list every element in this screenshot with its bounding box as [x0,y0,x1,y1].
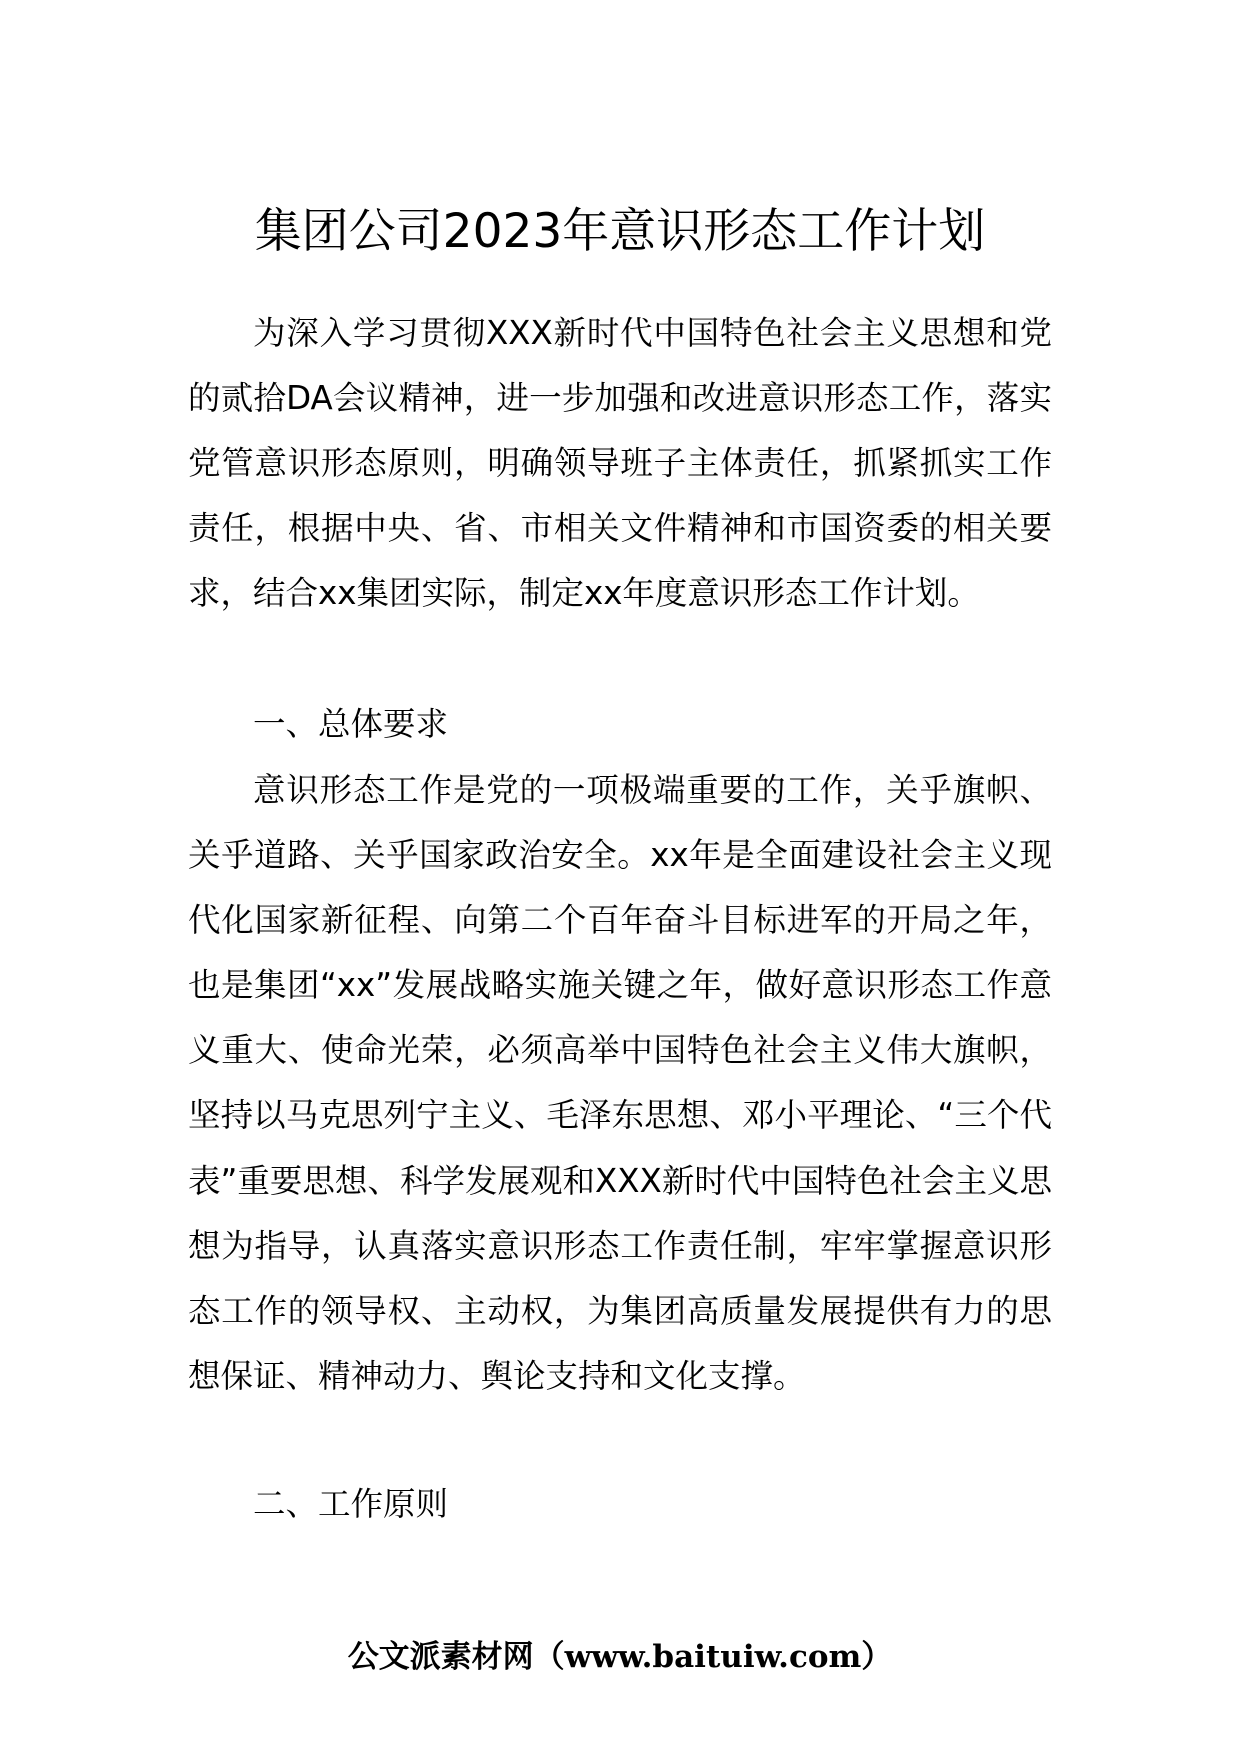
intro-paragraph: 为深入学习贯彻XXX新时代中国特色社会主义思想和党的贰拾DA会议精神，进一步加强和改进意识形态工作，落实党管意识形态原则，明确领导班子主体责任，抓紧抓实工作责任，根据中央、省、市相关文件精神和市国资委的相关要求，结合xx集团实际，制定xx年度意识形态工作计划。 [188,314,1052,613]
document-title: 集团公司2023年意识形态工作计划 [254,204,986,259]
general-requirements-paragraph: 意识形态工作是党的一项极端重要的工作，关乎旗帜、关乎道路、关乎国家政治安全。xx年是全面建设社会主义现代化国家新征程、向第二个百年奋斗目标进军的开局之年，也是集团“xx”发展战略实施关键之年，做好意识形态工作意义重大、使命光荣，必须高举中国特色社会主义伟大旗帜，坚持以马克思列宁主义、毛泽东思想、邓小平理论、“三个代表”重要思想、科学发展观和XXX新时代中国特色社会主义思想为指导，认真落实意识形态工作责任制，牢牢掌握意识形态工作的领导权、主动权，为集团高质量发展提供有力的思想保证、精神动力、舆论支持和文化支撑。 [188,771,1052,1395]
section-heading-work-principles: 二、工作原则 [253,1485,449,1523]
section-heading-general-requirements: 一、总体要求 [253,705,449,743]
footer-watermark: 公文派素材网（www.baituiw.com） [347,1639,893,1675]
